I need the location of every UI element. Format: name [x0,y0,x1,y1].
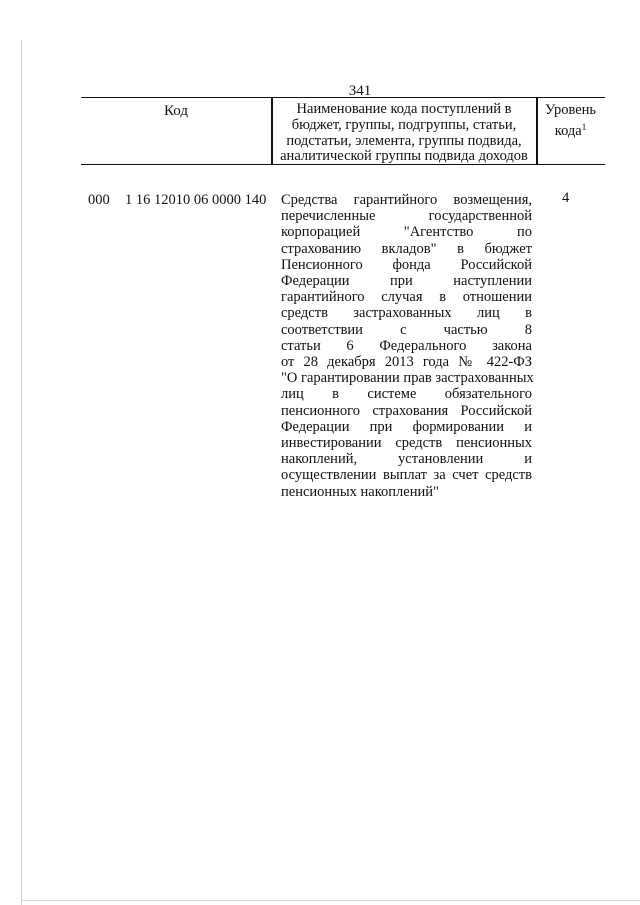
row-level: 4 [562,190,570,206]
header-name-line: аналитической группы подвида доходов [280,148,528,165]
row-name-line: соответствии с частью 8 [281,321,532,338]
row-admin-code: 000 [88,192,110,208]
header-name [273,102,535,165]
row-name-line: пенсионных накоплений" [281,483,439,500]
row-name-line: пенсионного страхования Российской [281,402,532,419]
page-number: 341 [348,83,372,99]
header-level-footnote: 1 [581,122,587,132]
row-name-line: "О гарантировании прав застрахованных [281,370,534,387]
row-name-line: Пенсионного фонда Российской [281,256,532,273]
header-level [538,102,603,140]
row-name [281,192,532,500]
row-name-line: корпорацией "Агентство по [281,224,532,241]
row-name-line: перечисленные государственной [281,208,532,225]
row-name-line: Средства гарантийного возмещения, [281,192,532,208]
row-name-line: гарантийного случая в отношении [281,289,532,306]
header-code: Код [164,103,188,119]
row-name-line: Федерации при наступлении [281,273,532,290]
row-income-code: 1 16 12010 06 0000 140 [125,192,267,208]
table-header [81,97,605,165]
row-name-line: лиц в системе обязательного [281,386,532,403]
row-name-line: от 28 декабря 2013 года № 422-ФЗ [281,354,532,371]
page-edge-left [21,40,22,905]
row-name-line: статьи 6 Федерального закона [281,337,532,354]
row-name-line: Федерации при формировании и [281,418,532,435]
header-name-line: подстатьи, элемента, группы подвида, [286,132,522,149]
header-level-line: Уровень [544,102,597,118]
row-name-line: накоплений, установлении и [281,451,532,468]
row-name-line: осуществлении выплат за счет средств [281,467,532,484]
header-name-line: бюджет, группы, подгруппы, статьи, [291,116,517,133]
header-level-line [538,119,603,140]
header-name-line: Наименование кода поступлений в [296,101,512,117]
page-edge-bottom [21,900,640,901]
row-name-line: страхованию вкладов" в бюджет [281,240,532,257]
row-name-line: инвестировании средств пенсионных [281,435,532,452]
header-level-word: кода [554,123,582,139]
row-name-line: средств застрахованных лиц в [281,305,532,322]
